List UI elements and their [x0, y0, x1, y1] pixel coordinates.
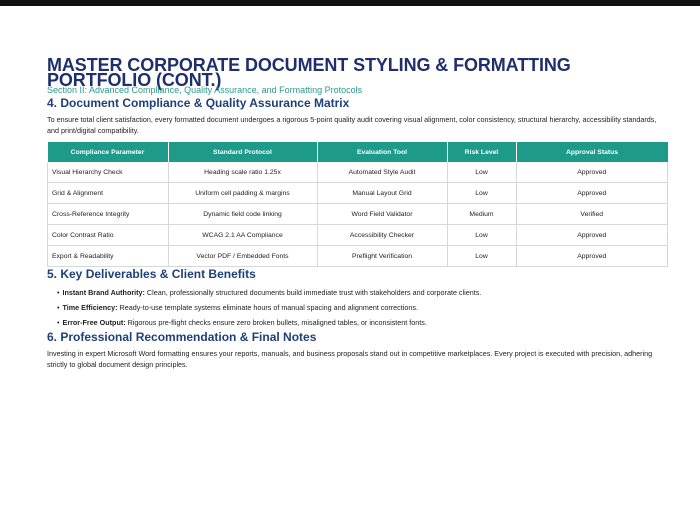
bullet-text: Ready-to-use template systems eliminate hours of manual spacing and alignment corrections. — [117, 303, 418, 312]
table-cell: Grid & Alignment — [48, 183, 169, 204]
table-cell: Preflight Verification — [317, 246, 447, 267]
table-cell: Word Field Validator — [317, 204, 447, 225]
bullet-text: Rigorous pre-flight checks ensure zero broken bullets, misaligned tables, or inconsistent fonts. — [125, 318, 427, 327]
list-item — [57, 300, 669, 315]
table-cell: WCAG 2.1 AA Compliance — [168, 225, 317, 246]
table-cell: Approved — [516, 246, 668, 267]
document-subtitle: Section II: Advanced Compliance, Quality Assurance, and Formatting Protocols — [47, 85, 363, 95]
column-header: Compliance Parameter — [48, 142, 169, 162]
table-cell: Automated Style Audit — [317, 162, 447, 183]
table-cell: Verified — [516, 204, 668, 225]
table-cell: Dynamic field code linking — [168, 204, 317, 225]
table-header-row — [48, 142, 668, 162]
column-header: Standard Protocol — [168, 142, 317, 162]
bullet-text: Clean, professionally structured documents build immediate trust with stakeholders and corporate clients. — [144, 288, 482, 297]
table-cell: Low — [447, 162, 516, 183]
table-cell: Accessibility Checker — [317, 225, 447, 246]
table-cell: Low — [447, 246, 516, 267]
top-black-bar — [0, 0, 700, 6]
table-cell: Color Contrast Ratio — [48, 225, 169, 246]
list-item — [57, 315, 669, 330]
table-cell: Medium — [447, 204, 516, 225]
compliance-matrix-table — [47, 142, 668, 267]
section-4-heading: 4. Document Compliance & Quality Assurance Matrix — [47, 96, 350, 110]
table-cell: Visual Hierarchy Check — [48, 162, 169, 183]
bullet-lead: Instant Brand Authority: — [62, 288, 145, 297]
table-cell: Approved — [516, 162, 668, 183]
table-row — [48, 246, 668, 267]
table-cell: Manual Layout Grid — [317, 183, 447, 204]
table-cell: Export & Readability — [48, 246, 169, 267]
column-header: Evaluation Tool — [317, 142, 447, 162]
list-item — [57, 285, 669, 300]
table-cell: Heading scale ratio 1.25x — [168, 162, 317, 183]
column-header: Risk Level — [447, 142, 516, 162]
table-row — [48, 162, 668, 183]
bullet-lead: Error-Free Output: — [62, 318, 126, 327]
section-4-intro: To ensure total client satisfaction, every formatted document undergoes a rigorous 5-point quality audit covering visual alignment, color consistency, structural hierarchy, accessibility standards, and print/digital compatibility. — [47, 115, 657, 135]
section-6-body: Investing in expert Microsoft Word formatting ensures your reports, manuals, and business proposals stand out in competitive marketplaces. Every project is executed with precision, adhering strictly to global document design principles. — [47, 349, 653, 369]
table-cell: Approved — [516, 183, 668, 204]
column-header: Approval Status — [516, 142, 668, 162]
table-row — [48, 183, 668, 204]
section-5-heading: 5. Key Deliverables & Client Benefits — [47, 267, 256, 281]
benefits-list — [47, 285, 669, 330]
document-page — [47, 55, 669, 370]
section-6-heading: 6. Professional Recommendation & Final Notes — [47, 330, 317, 344]
table-cell: Cross-Reference Integrity — [48, 204, 169, 225]
bullet-lead: Time Efficiency: — [62, 303, 118, 312]
table-cell: Low — [447, 183, 516, 204]
table-cell: Approved — [516, 225, 668, 246]
document-title: MASTER CORPORATE DOCUMENT STYLING & FORMATTING PORTFOLIO (CONT.) — [47, 55, 571, 90]
table-row — [48, 225, 668, 246]
table-cell: Uniform cell padding & margins — [168, 183, 317, 204]
table-cell: Low — [447, 225, 516, 246]
table-cell: Vector PDF / Embedded Fonts — [168, 246, 317, 267]
table-row — [48, 204, 668, 225]
